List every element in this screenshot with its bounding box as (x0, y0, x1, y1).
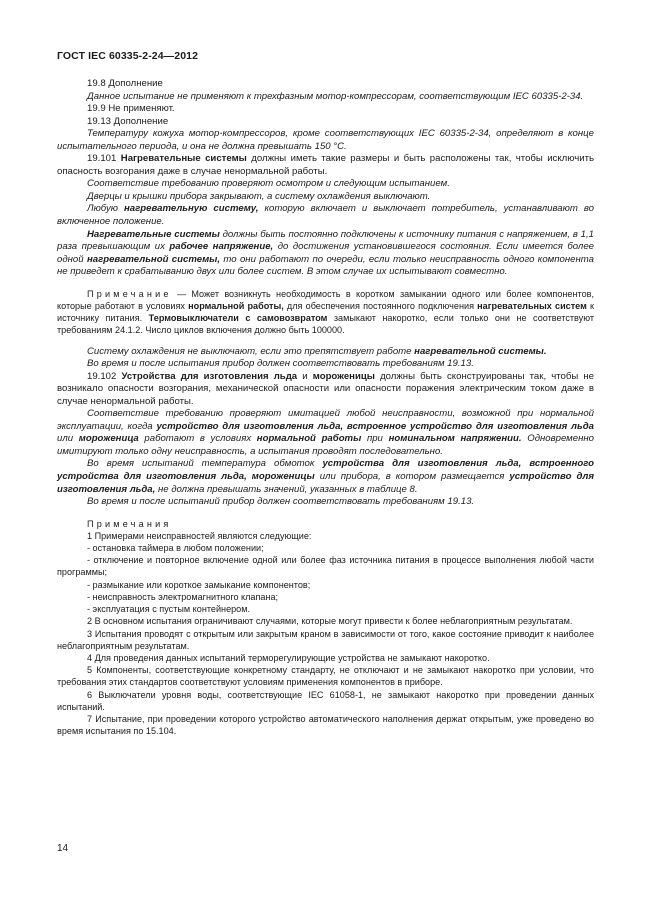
notes-heading: Примечания (87, 518, 172, 529)
note-item: 1 Примерами неисправностей являются следующие: (87, 530, 312, 541)
cooling-text: Систему охлаждения не выключают, если это препятствует работе нагревательной системы. (87, 345, 547, 357)
clause-19-9: 19.9 Не применяют. (87, 103, 175, 115)
winding-temperature-text: Во время испытаний температура обмоток устройства для изготовления льда, встроенного устройства для изготовления льда, мороженицы или прибора, в котором размещается устройство для изготовления льда, не должна превышать значений, указанных в таблице 8. (57, 458, 594, 495)
note-list-item: - размыкание или короткое замыкание компонентов; (87, 579, 311, 590)
compliance-after-tests-text: Во время и после испытаний прибор должен соответствовать требованиям 19.13. (87, 496, 475, 508)
note-item: 3 Испытания проводят с открытым или закрытым краном в зависимости от того, какое состояние приводит к наиболее неблагоприятным результатам. (57, 628, 594, 651)
clause-19-8-heading: 19.8 Дополнение (87, 78, 163, 89)
clause-19-8-text: Данное испытание не применяют к трехфазным мотор-компрессорам, соответствующим IEC 60335-2-34. (87, 90, 584, 102)
page-number: 14 (57, 843, 69, 854)
clause-19-101: 19.101 Нагревательные системы должны иметь такие размеры и быть расположены так, чтобы исключить опасность возгорания даже в случае ненормальной работы. (57, 153, 594, 177)
clause-19-13-heading: 19.13 Дополнение (87, 115, 169, 127)
doors-text: Дверцы и крышки прибора закрывают, а систему охлаждения выключают. (87, 190, 431, 202)
note-item: 2 В основном испытания ограничивают случаями, которые могут привести к более неблагоприятным результатам. (87, 616, 573, 627)
fault-simulation-text: Соответствие требованию проверяют имитацией любой неисправности, возможной при нормальной эксплуатации, когда устройство для изготовления льда, встроенное устройство для изготовления льда или мороженица работают в условиях нормальной работы при номинальном напряжении. Одновременно имитируют только одну неисправность, а испытания проводят последовательно. (57, 408, 594, 457)
note-list-item: - отключение и повторное включение одной или более фаз источника питания в процессе выполнения любой части программы; (57, 555, 594, 578)
document-header: ГОСТ IEC 60335-2-24—2012 (57, 50, 199, 62)
compliance-check-text: Соответствие требованию проверяют осмотром и следующим испытанием. (87, 178, 450, 190)
document-body (57, 78, 594, 737)
note-list-item: - эксплуатация с пустым контейнером. (87, 604, 251, 615)
note-item: 4 Для проведения данных испытаний терморегулирующие устройства не замыкают накоротко. (87, 652, 490, 663)
note-list-item: - остановка таймера в любом положении; (87, 543, 264, 554)
clause-19-13-text: Температуру кожуха мотор-компрессоров, кроме соответствующих IEC 60335-2-34, определяют в конце испытательного периода, и она не должна превышать 150 °С. (57, 128, 594, 152)
note-list-item: - неисправность электромагнитного клапана; (87, 591, 279, 602)
note-item: 6 Выключатели уровня воды, соответствующие IEC 61058-1, не замыкают накоротко при проведении данных испытаний. (57, 689, 594, 712)
heating-switch-text: Любую нагревательную систему, которую включает и выключает потребитель, устанавливают во включенное положение. (57, 203, 594, 228)
heating-voltage-text: Нагревательные системы должны быть постоянно подключены к источнику питания с напряжением, в 1,1 раза превышающим их рабочее напряжение, до достижения установившегося состояния. Если имеется более одной нагревательной системы, то они работают по очереди, если только неисправность одного компонента не приведет к срабатыванию двух или более систем. В этом случае их испытывают совместно. (57, 228, 595, 278)
note-item: 5 Компоненты, соответствующие конкретному стандарту, не отключают и не замыкают накоротко при условии, что требования этих стандартов соответствуют условиям применения компонентов в приборе. (57, 665, 594, 688)
note-1: Примечание — Может возникнуть необходимость в коротком замыкании одного или более компонентов, которые работают в условиях нормальной работы, для обеспечения постоянного подключения нагревательных систем к источнику питания. Термовыключатели с самовозвратом замыкают накоротко, если только они не соответствуют требованиям 24.1.2. Число циклов включения должно быть 100000. (57, 288, 595, 336)
compliance-19-13-text: Во время и после испытания прибор должен соответствовать требованиям 19.13. (87, 358, 474, 370)
clause-19-102: 19.102 Устройства для изготовления льда и мороженицы должны быть сконструированы так, чтобы не возникало опасности возгорания, механической опасности или опасности поражения электрическим током даже в случае ненормальной работы. (57, 370, 594, 407)
note-item: 7 Испытание, при проведении которого устройство автоматического наполнения держат открытым, уже проведено во время испытания по 15.104. (57, 713, 594, 737)
